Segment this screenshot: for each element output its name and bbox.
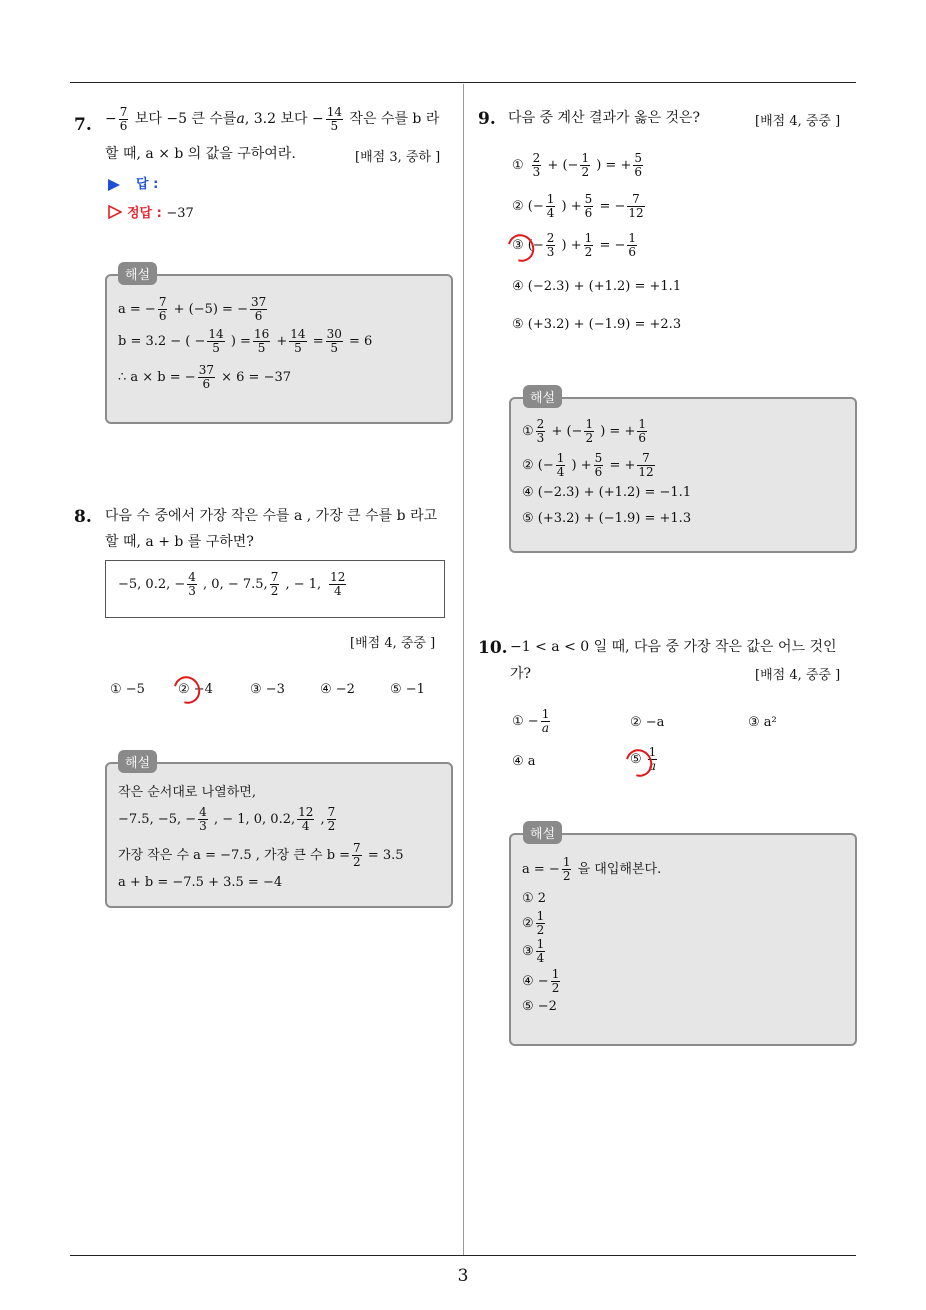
play-icon (108, 179, 120, 191)
q8-choice-2[interactable]: ② −4 (178, 682, 213, 697)
q9-choice-4[interactable]: ④ (−2.3) + (+1.2) = +1.1 (512, 279, 682, 294)
column-divider (463, 84, 464, 1256)
correct-answer (108, 202, 194, 223)
question-9-text: 다음 중 계산 결과가 옳은 것은? (508, 110, 701, 126)
solution-label-q7: 해설 (118, 262, 157, 285)
q9-choice-1[interactable]: ① $\frac{2}{3}$ + (− $\frac{1}{2}$ ) = + $\frac{5}{6}$ (512, 151, 642, 179)
given-numbers: −5, 0.2, − $\frac{4}{3}$ , 0, − 7.5, $\frac{7}{2}$ , − 1, $\frac{12}{4}$ (118, 570, 346, 598)
q8-choice-1[interactable]: ① −5 (110, 682, 145, 697)
question-8-text: 다음 수 중에서 가장 작은 수를 a , 가장 큰 수를 b 라고 (105, 508, 438, 524)
q10-choice-1[interactable]: ① − $\frac{1}{a}$ (512, 707, 550, 735)
question-7-meta: [배점 3, 중하 ] (355, 150, 441, 165)
q9-choice-5[interactable]: ⑤ (+3.2) + (−1.9) = +2.3 (512, 317, 682, 332)
question-10-meta: [배점 4, 중중 ] (755, 668, 841, 683)
q9-choice-2[interactable]: ② (− $\frac{1}{4}$ ) + $\frac{5}{6}$ = − $\frac{7}{12}$ (512, 192, 644, 220)
correct-value: −37 (166, 206, 194, 221)
question-9-number: 9. (478, 109, 496, 129)
solution-content-q10: a = − $\frac{1}{2}$ 을 대입해본다. ① 2 ② $\frac{1}{2}$ ③ $\frac{1}{4}$ ④ − $\frac{1}{2}$ ⑤ −2 (522, 855, 662, 1014)
answer-field[interactable] (108, 173, 158, 192)
solution-content-q7: a = − $\frac{7}{6}$ + (−5) = − $\frac{37}{6}$ b = 3.2 − ( − $\frac{14}{5}$ ) = $\frac{16}{5}$ + $\frac{14}{5}$ = $\frac{30}{5}$ = 6 ∴ a × b = − $\frac{37}{6}$ × 6 = −37 (118, 295, 373, 391)
question-8-text-line2: 할 때, a + b 를 구하면? (105, 534, 254, 550)
bottom-rule (70, 1255, 856, 1256)
question-10-text-line2: 가? (510, 666, 532, 682)
selected-answer-circle (169, 671, 206, 708)
question-10-number: 10. (478, 638, 508, 658)
page-number: 3 (457, 1266, 469, 1286)
q9-choice-3[interactable]: ③ (− $\frac{2}{3}$ ) + $\frac{1}{2}$ = − $\frac{1}{6}$ (512, 231, 636, 259)
q8-choice-3[interactable]: ③ −3 (250, 682, 285, 697)
answer-label: 답 : (136, 177, 159, 192)
solution-label-q9: 해설 (523, 385, 562, 408)
solution-label-q8: 해설 (118, 750, 157, 773)
q10-choice-2[interactable]: ② −a (630, 715, 665, 730)
question-10-text: −1 < a < 0 일 때, 다음 중 가장 작은 값은 어느 것인 (510, 639, 837, 655)
correct-label: 정답 : (127, 206, 162, 221)
question-8-number: 8. (74, 507, 92, 527)
question-9-meta: [배점 4, 중중 ] (755, 114, 841, 129)
question-7-text-line2: 할 때, a × b 의 값을 구하여라. (105, 146, 296, 162)
question-7-number: 7. (74, 115, 92, 135)
top-rule (70, 82, 856, 83)
q10-choice-5[interactable]: ⑤ $\frac{1}{a}$ (630, 745, 657, 773)
outline-play-icon (108, 205, 122, 223)
q10-choice-4[interactable]: ④ a (512, 754, 536, 769)
q10-choice-3[interactable]: ③ a² (748, 715, 777, 730)
q8-choice-5[interactable]: ⑤ −1 (390, 682, 425, 697)
question-8-meta: [배점 4, 중중 ] (350, 636, 436, 651)
question-7-text: − $\frac{7}{6}$ 보다 −5 큰 수를a, 3.2 보다 − $\frac{14}{5}$ 작은 수를 b 라 (105, 104, 440, 133)
solution-content-q8: 작은 순서대로 나열하면, −7.5, −5, − $\frac{4}{3}$ , − 1, 0, 0.2, $\frac{12}{4}$ , $\frac{7}{2}$ 가장 작은 수 a = −7.5 , 가장 큰 수 b = $\frac{7}{2}$ = 3.5 a + b = −7.5 + 3.5 = −4 (118, 785, 404, 890)
q8-choice-4[interactable]: ④ −2 (320, 682, 355, 697)
solution-label-q10: 해설 (523, 821, 562, 844)
solution-content-q9: ① $\frac{2}{3}$ + (− $\frac{1}{2}$ ) = + $\frac{1}{6}$ ② (− $\frac{1}{4}$ ) + $\frac{5}{6}$ = + $\frac{7}{12}$ ④ (−2.3) + (+1.2) = −1.1 ⑤ (+3.2) + (−1.9) = +1.3 (522, 417, 692, 526)
